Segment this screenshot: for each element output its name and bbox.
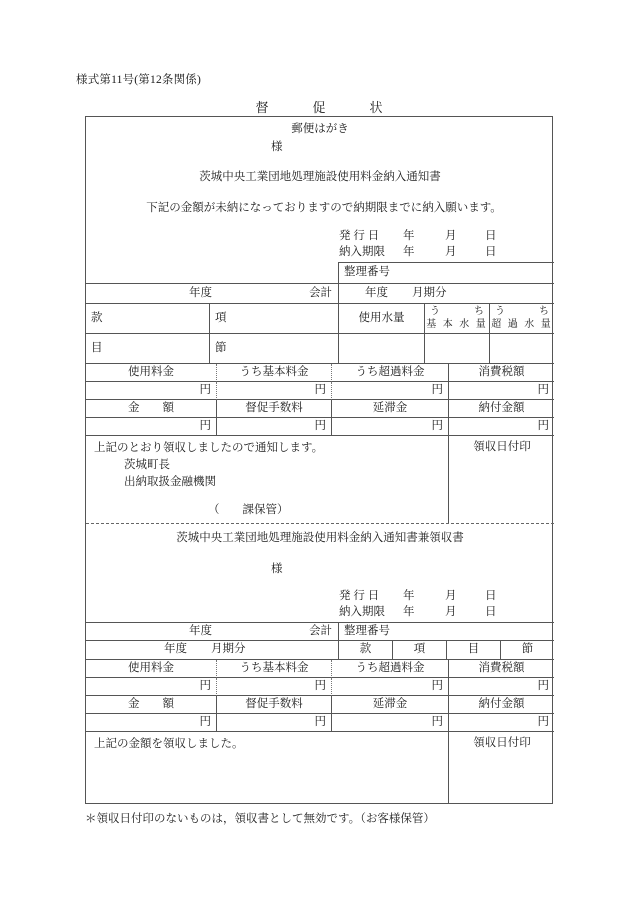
tax-label-lower: 消費税額	[478, 661, 525, 674]
period-year-label-lower: 年度	[164, 643, 187, 656]
total-amount-label-upper: 金 額	[128, 401, 174, 414]
issue-date-day: 日	[485, 230, 497, 242]
tax-value-lower[interactable]	[448, 678, 554, 696]
excess-fee-header-lower	[331, 660, 448, 678]
tax-header-lower	[448, 660, 554, 678]
late-fee-header-lower	[331, 696, 448, 714]
due-date-month-lower: 月	[445, 606, 457, 618]
control-number-cell-upper	[338, 262, 554, 283]
basic-water-value-upper[interactable]	[424, 334, 489, 364]
reminder-fee-unit-lower: 円	[314, 715, 326, 728]
department-custody-upper: （ 課保管）	[208, 504, 289, 516]
budget-moku-cell-lower	[446, 641, 500, 660]
reminder-fee-value-upper[interactable]	[216, 418, 331, 436]
receipt-stamp-label-upper: 領収日付印	[473, 441, 531, 453]
excess-fee-value-lower[interactable]	[331, 678, 448, 696]
date-block-upper	[339, 228, 505, 260]
reminder-fee-label-lower: 督促手数料	[245, 697, 303, 710]
total-amount-header-upper	[86, 400, 216, 418]
budget-setsu-cell-lower	[500, 641, 554, 660]
payment-total-value-upper[interactable]	[448, 418, 554, 436]
addressee-upper: 様	[271, 141, 283, 153]
due-date-year-lower: 年	[403, 606, 415, 618]
usage-fee-header-lower	[86, 660, 216, 678]
budget-setsu-label-upper: 節	[215, 341, 227, 354]
issue-date-label: 発 行 日	[339, 230, 380, 242]
due-date-label-lower: 納入期限	[339, 606, 385, 618]
total-amount-value-upper[interactable]	[86, 418, 216, 436]
receipt-stamp-box-upper[interactable]	[448, 436, 554, 523]
payment-total-value-lower[interactable]	[448, 714, 554, 732]
budget-kan-label-lower: 款	[359, 643, 372, 656]
water-usage-value-upper[interactable]	[338, 334, 424, 364]
basic-fee-label-upper: うち基本料金	[239, 365, 309, 378]
period-year-label-upper: 年度	[365, 286, 388, 299]
reminder-fee-header-lower	[216, 696, 331, 714]
basic-water-label-upper: 基 本 水 量	[426, 318, 488, 330]
excess-water-uchi-b-upper: ち	[539, 306, 549, 317]
issue-date-row-upper	[339, 228, 505, 244]
tax-unit-upper: 円	[537, 383, 549, 396]
usage-fee-value-upper[interactable]	[86, 382, 216, 400]
excess-fee-label-upper: うち超過料金	[355, 365, 425, 378]
late-fee-label-lower: 延滞金	[372, 697, 408, 710]
receipt-statement-block-lower	[86, 732, 448, 804]
issue-date-year-lower: 年	[403, 590, 415, 602]
date-block-lower	[339, 588, 505, 620]
payment-total-unit-lower: 円	[537, 715, 549, 728]
form-frame	[85, 116, 553, 804]
excess-fee-label-lower: うち超過料金	[355, 661, 425, 674]
water-usage-header-upper	[338, 304, 424, 334]
excess-water-value-upper[interactable]	[489, 334, 554, 364]
budget-moku-label-upper: 目	[91, 341, 103, 354]
due-date-month: 月	[445, 246, 457, 258]
basic-water-header-upper	[424, 304, 489, 334]
excess-water-uchi-a-upper: う	[495, 306, 505, 317]
budget-kan-cell-lower	[338, 641, 392, 660]
addressee-lower: 様	[271, 563, 283, 575]
due-date-year: 年	[403, 246, 415, 258]
receipt-stamp-box-lower[interactable]	[448, 732, 554, 804]
account-label-lower: 会計	[309, 624, 332, 637]
budget-kan-cell-upper	[86, 304, 209, 334]
total-amount-unit-upper: 円	[199, 419, 211, 432]
tax-label-upper: 消費税額	[478, 365, 525, 378]
tear-line	[86, 523, 554, 524]
issue-date-day-lower: 日	[485, 590, 497, 602]
issue-date-row-lower	[339, 588, 505, 604]
payment-total-label-upper: 納付金額	[478, 401, 525, 414]
basic-water-uchi-b-upper: ち	[474, 306, 484, 317]
fiscal-year-account-cell-upper	[86, 283, 338, 304]
budget-kou-label-lower: 項	[413, 643, 426, 656]
budget-kan-label-upper: 款	[91, 311, 103, 324]
budget-setsu-cell-upper	[209, 334, 338, 364]
total-amount-header-lower	[86, 696, 216, 714]
period-cell-upper	[338, 283, 554, 304]
payment-total-header-upper	[448, 400, 554, 418]
due-date-row-upper	[339, 244, 505, 260]
reminder-fee-unit-upper: 円	[314, 419, 326, 432]
basic-fee-label-lower: うち基本料金	[239, 661, 309, 674]
budget-moku-cell-upper	[86, 334, 209, 364]
postcard-label: 郵便はがき	[291, 123, 349, 135]
excess-fee-unit-upper: 円	[431, 383, 443, 396]
late-fee-value-upper[interactable]	[331, 418, 448, 436]
notice-body-upper: 下記の金額が未納になっておりますので納期限までに納入願います。	[146, 202, 502, 214]
tax-unit-lower: 円	[537, 679, 549, 692]
period-month-label-lower: 月期分	[211, 643, 246, 656]
basic-fee-value-upper[interactable]	[216, 382, 331, 400]
form-number: 様式第11号(第12条関係)	[76, 74, 202, 86]
payment-total-unit-upper: 円	[537, 419, 549, 432]
receipt-stamp-label-lower: 領収日付印	[473, 737, 531, 749]
budget-kou-cell-upper	[209, 304, 338, 334]
fiscal-year-label-upper: 年度	[189, 286, 212, 299]
bank-line-upper: 出納取扱金融機関	[124, 476, 216, 488]
late-fee-value-lower[interactable]	[331, 714, 448, 732]
budget-kou-label-upper: 項	[215, 311, 227, 324]
budget-moku-label-lower: 目	[467, 643, 480, 656]
due-date-row-lower	[339, 604, 505, 620]
due-date-label: 納入期限	[339, 246, 385, 258]
total-amount-label-lower: 金 額	[128, 697, 174, 710]
excess-fee-unit-lower: 円	[431, 679, 443, 692]
usage-fee-unit-lower: 円	[199, 679, 211, 692]
usage-fee-unit-upper: 円	[199, 383, 211, 396]
payment-total-header-lower	[448, 696, 554, 714]
reminder-fee-label-upper: 督促手数料	[245, 401, 303, 414]
usage-fee-value-lower[interactable]	[86, 678, 216, 696]
excess-fee-value-upper[interactable]	[331, 382, 448, 400]
late-fee-unit-upper: 円	[431, 419, 443, 432]
title-char-1: 督	[255, 100, 269, 115]
notice-title-lower: 茨城中央工業団地処理施設使用料金納入通知書兼領収書	[176, 532, 464, 544]
issue-date-year: 年	[403, 230, 415, 242]
basic-fee-header-lower	[216, 660, 331, 678]
page-title	[85, 97, 553, 116]
basic-fee-header-upper	[216, 364, 331, 382]
excess-water-label-upper: 超 過 水 量	[491, 318, 553, 330]
excess-water-header-upper	[489, 304, 554, 334]
control-number-label-upper: 整理番号	[344, 266, 390, 279]
payment-total-label-lower: 納付金額	[478, 697, 525, 710]
issue-date-label-lower: 発 行 日	[339, 590, 380, 602]
tax-value-upper[interactable]	[448, 382, 554, 400]
title-char-3: 状	[369, 100, 383, 115]
late-fee-unit-lower: 円	[431, 715, 443, 728]
usage-fee-label-upper: 使用料金	[128, 365, 174, 378]
mayor-line-upper: 茨城町長	[124, 459, 170, 471]
budget-kou-cell-lower	[392, 641, 446, 660]
period-cell-lower	[86, 641, 338, 660]
usage-fee-header-upper	[86, 364, 216, 382]
period-month-label-upper: 月期分	[412, 286, 447, 299]
control-number-label-lower: 整理番号	[344, 624, 390, 637]
title-char-2: 促	[312, 100, 326, 115]
fiscal-year-account-cell-lower	[86, 622, 338, 641]
basic-water-uchi-a-upper: う	[430, 306, 440, 317]
late-fee-label-upper: 延滞金	[372, 401, 408, 414]
usage-fee-label-lower: 使用料金	[128, 661, 174, 674]
account-label-upper: 会計	[309, 286, 332, 299]
issue-date-month: 月	[445, 230, 457, 242]
reminder-fee-value-lower[interactable]	[216, 714, 331, 732]
basic-fee-value-lower[interactable]	[216, 678, 331, 696]
footnote: ＊領収日付印のないものは，領収書として無効です。（お客様保管）	[85, 813, 435, 825]
total-amount-unit-lower: 円	[199, 715, 211, 728]
water-usage-label-upper: 使用水量	[358, 311, 405, 324]
due-date-day: 日	[485, 246, 497, 258]
excess-fee-header-upper	[331, 364, 448, 382]
receipt-statement-block-upper	[86, 436, 448, 523]
tax-header-upper	[448, 364, 554, 382]
reminder-fee-header-upper	[216, 400, 331, 418]
basic-fee-unit-lower: 円	[314, 679, 326, 692]
late-fee-header-upper	[331, 400, 448, 418]
total-amount-value-lower[interactable]	[86, 714, 216, 732]
fiscal-year-label-lower: 年度	[189, 624, 212, 637]
receipt-statement-text-upper: 上記のとおり領収しましたので通知します。	[94, 442, 324, 454]
basic-fee-unit-upper: 円	[314, 383, 326, 396]
notice-title-upper: 茨城中央工業団地処理施設使用料金納入通知書	[199, 171, 441, 183]
due-date-day-lower: 日	[485, 606, 497, 618]
receipt-statement-text-lower: 上記の金額を領収しました。	[94, 738, 244, 750]
issue-date-month-lower: 月	[445, 590, 457, 602]
budget-setsu-label-lower: 節	[521, 643, 534, 656]
control-number-cell-lower	[338, 622, 554, 641]
